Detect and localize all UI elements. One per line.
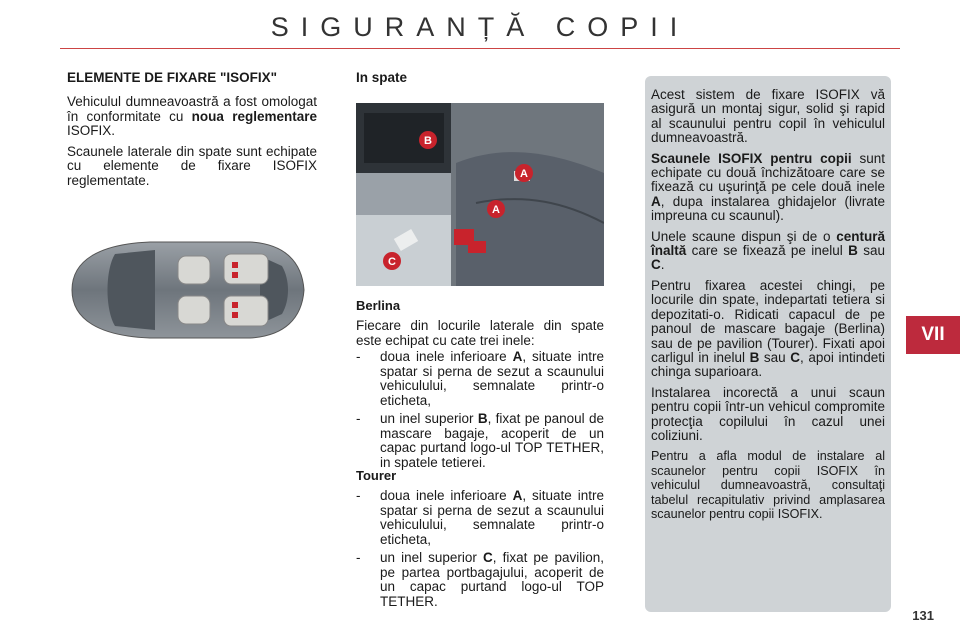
info-box: [645, 76, 891, 612]
info-paragraph-3: Unele scaune dispun şi de o centură înaltă care se fixează pe inelul B sau C.: [651, 228, 885, 273]
label-b: B: [424, 135, 432, 147]
rear-heading: In spate: [356, 70, 408, 85]
title-rule: [60, 48, 900, 49]
list-item: - doua inele inferioare A, situate intre spatar si perna de sezut a scaunului vehiculului, semnalate printr-o eticheta,: [356, 488, 604, 547]
tourer-heading: Tourer: [356, 468, 397, 483]
tourer-section: [356, 468, 604, 613]
isofix-anchor-photo: [356, 103, 604, 286]
rear-seat-photo: [356, 103, 604, 286]
berlina-heading: Berlina: [356, 298, 401, 313]
list-item: - doua inele inferioare A, situate intre spatar si perna de sezut a scaunului vehiculului, semnalate printr-o eticheta,: [356, 349, 604, 408]
info-paragraph-1: Acest sistem de fixare ISOFIX vă asigură un montaj sigur, solid şi rapid al scaunului pentru copil în vehiculul dumneavoastră.: [651, 87, 885, 146]
chapter-tab[interactable]: VII: [906, 316, 960, 354]
isofix-heading: ELEMENTE DE FIXARE "ISOFIX": [67, 70, 278, 85]
label-a-lower: A: [492, 204, 500, 216]
info-paragraph-2: Scaunele ISOFIX pentru copii sunt echipate cu două închizătoare care se fixează cu uşurinţă pe cele două inele A, dupa instalarea ghidajelor (livrate impreuna cu scaunul).: [651, 150, 885, 224]
info-paragraph-5: Instalarea incorectă a unui scaun pentru copii într-un vehicul compromite protecţia copilului în cazul unei coliziuni.: [651, 384, 885, 443]
label-c: C: [388, 256, 396, 268]
left-paragraph-1: Vehiculul dumneavoastră a fost omologat în conformitate cu noua reglementare ISOFIX.: [67, 94, 317, 138]
page-title: SIGURANȚĂ COPII: [270, 12, 690, 42]
berlina-section: [356, 298, 604, 474]
page-number: 131: [912, 608, 934, 623]
list-item: - un inel superior B, fixat pe panoul de mascare bagaje, acoperit de un capac purtand logo-ul TOP TETHER, in spatele tetierei.: [356, 411, 604, 470]
left-column: [67, 70, 317, 194]
berlina-intro: Fiecare din locurile laterale din spate este echipat cu cate trei inele:: [356, 318, 604, 348]
label-a-upper: A: [520, 168, 528, 180]
car-top-view-illustration: [60, 230, 310, 350]
list-item: - un inel superior C, fixat pe pavilion, pe partea portbagajului, acoperit de un capac purtand logo-ul TOP TETHER.: [356, 550, 604, 609]
info-paragraph-6: Pentru a afla modul de instalare al scaunelor pentru copii ISOFIX în vehiculul dumneavoastră, consultaţi tabelul recapitulativ privind amplasarea scaunelor pentru copii ISOFIX.: [651, 449, 885, 521]
info-paragraph-4: Pentru fixarea acestei chingi, pe locurile din spate, indepartati tetiera si depozitati-o. Ridicati capacul de pe panoul de mascare bagaje (Berlina) sau de pe pavilion (Tourer). Fixati apoi carligul in inelul B sau C, apoi intindeti chinga suparioara.: [651, 277, 885, 380]
left-paragraph-2: Scaunele laterale din spate sunt echipate cu elemente de fixare ISOFIX reglementate.: [67, 143, 317, 188]
middle-column: [356, 70, 604, 85]
